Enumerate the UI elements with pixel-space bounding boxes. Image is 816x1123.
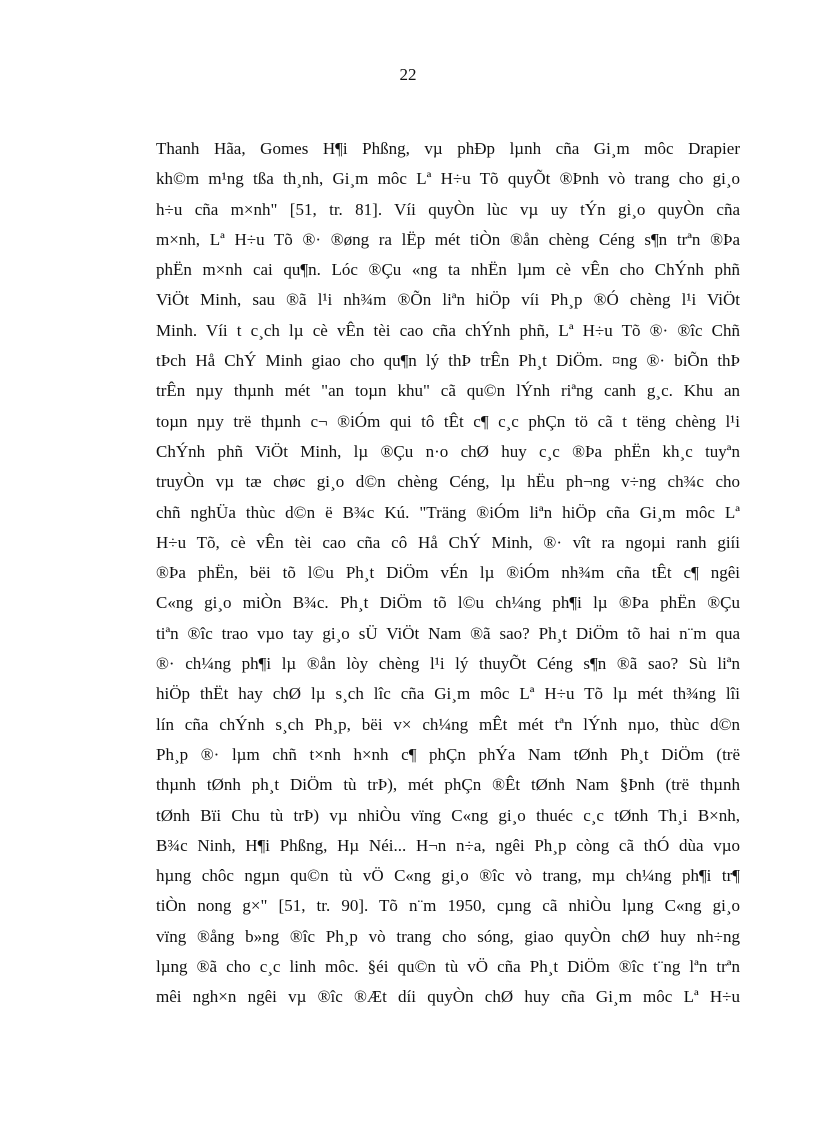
text-line: Ph¸p ®· lµm chñ t×nh h×nh c¶ phÇn phÝa Nam tØnh Ph¸t DiÖm (trë [156,744,740,764]
text-line: trÊn nµy thµnh mét "an toµn khu" cã qu©n lÝnh riªng canh g¸c. Khu an [156,381,740,401]
text-line: Minh. Víi t c¸ch lµ cè vÊn tèi cao cña chÝnh phñ, Lª H÷u Tõ ®· ®îc Chñ [156,320,740,340]
text-line: phËn m×nh cai qu¶n. Lóc ®Çu «ng ta nhËn lµm cè vÊn cho ChÝnh phñ [156,260,740,280]
text-line: tØnh Bïi Chu tù trÞ) vµ nhiÒu vïng C«ng gi¸o thuéc c¸c tØnh Th¸i B×nh, [156,805,740,825]
text-line: tiªn ®îc trao vµo tay gi¸o sÜ ViÖt Nam ®ã sao? Ph¸t DiÖm tõ hai n¨m qua [156,623,740,643]
text-line: ®Þa phËn, bëi tõ l©u Ph¸t DiÖm vÉn lµ ®iÓm nh¾m cña tÊt c¶ ngêi [156,563,740,583]
text-line: lín cña chÝnh s¸ch Ph¸p, bëi v× ch¼ng mÊt mét tªn lÝnh nµo, thùc d©n [156,714,740,734]
text-line: hiÖp thËt hay chØ lµ s¸ch lîc cña Gi¸m môc Lª H÷u Tõ lµ mét th¾ng lîi [156,684,740,704]
text-line: ChÝnh phñ ViÖt Minh, lµ ®Çu n·o chØ huy c¸c ®Þa phËn kh¸c tuyªn [156,441,740,461]
text-line: chñ nghÜa thùc d©n ë B¾c Kú. "Träng ®iÓm liªn hiÖp cña Gi¸m môc Lª [156,502,740,522]
page-number: 22 [399,65,417,84]
text-line: C«ng gi¸o miÒn B¾c. Ph¸t DiÖm tõ l©u ch¼ng ph¶i lµ ®Þa phËn ®Çu [156,593,740,613]
text-line: H÷u Tõ, cè vÊn tèi cao cña cô Hå ChÝ Minh, ®· vît ra ngoµi ranh giíi [156,532,740,552]
text-line: thµnh tØnh ph¸t DiÖm tù trÞ), mét phÇn ®Êt tØnh Nam §Þnh (trë thµnh [156,775,740,795]
text-line: Thanh Hãa, Gomes H¶i Phßng, vµ phÐp lµnh cña Gi¸m môc Drapier [156,139,740,158]
text-line: tÞch Hå ChÝ Minh giao cho qu¶n lý thÞ trÊn Ph¸t DiÖm. ¤ng ®· biÕn thÞ [156,351,740,371]
body-text [156,134,740,1013]
text-line: vïng ®ång b»ng ®îc Ph¸p vò trang cho sóng, giao quyÒn chØ huy nh÷ng [156,926,740,946]
text-line: tiÒn nong g×" [51, tr. 90]. Tõ n¨m 1950, cµng cã nhiÒu lµng C«ng gi¸o [156,896,740,916]
text-line: m×nh, Lª H÷u Tõ ®· ®øng ra lËp mét tiÒn ®ån chèng Céng s¶n trªn ®Þa [156,229,740,249]
text-line: h÷u cña m×nh" [51, tr. 81]. Víi quyÒn lùc vµ uy tÝn gi¸o quyÒn cña [156,199,740,219]
text-line: B¾c Ninh, H¶i Phßng, Hµ Néi... H¬n n÷a, ngêi Ph¸p còng cã thÓ dùa vµo [156,835,740,855]
text-line: hµng chôc ngµn qu©n tù vÖ C«ng gi¸o ®îc vò trang, mµ ch¼ng ph¶i tr¶ [156,866,740,886]
text-line: truyÒn vµ tæ chøc gi¸o d©n chèng Céng, lµ hËu ph¬ng v÷ng ch¾c cho [156,472,740,492]
text-line: ViÖt Minh, sau ®ã l¹i nh¾m ®Õn liªn hiÖp víi Ph¸p ®Ó chèng l¹i ViÖt [156,290,740,310]
text-line: lµng ®ã cho c¸c linh môc. §éi qu©n tù vÖ cña Ph¸t DiÖm ®îc t¨ng lªn trªn [156,957,740,977]
text-line: mêi ngh×n ngêi vµ ®îc ®Æt díi quyÒn chØ huy cña Gi¸m môc Lª H÷u [156,987,740,1007]
text-line: toµn nµy trë thµnh c¬ ®iÓm qui tô tÊt c¶ c¸c phÇn tö cã t tëng chèng l¹i [156,411,740,431]
text-line: ®· ch¼ng ph¶i lµ ®ån lòy chèng l¹i lý thuyÕt Céng s¶n ®ã sao? Sù liªn [156,654,740,674]
text-line: kh©m m¹ng tßa th¸nh, Gi¸m môc Lª H÷u Tõ quyÕt ®Þnh vò trang cho gi¸o [156,169,740,189]
